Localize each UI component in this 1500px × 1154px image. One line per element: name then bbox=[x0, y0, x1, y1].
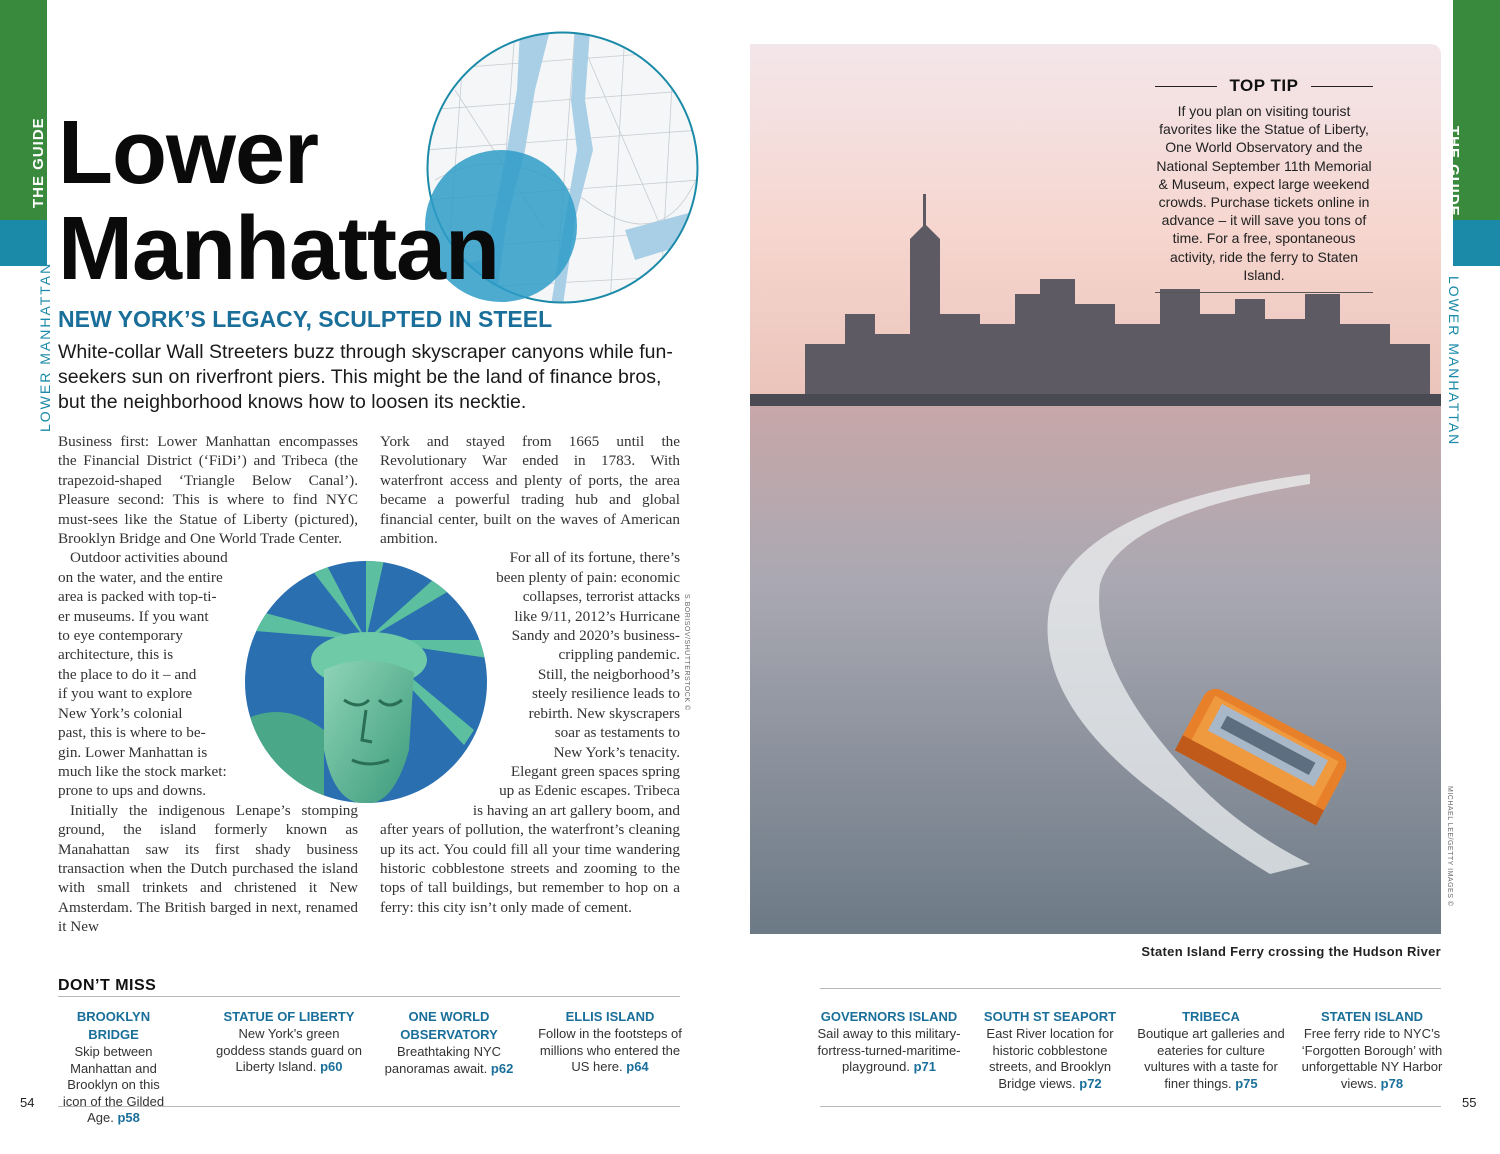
body-line: Still, the neigborhood’s bbox=[537, 665, 680, 683]
body-line: the place to do it – and bbox=[58, 665, 197, 683]
dont-miss-heading: DON’T MISS bbox=[58, 977, 157, 994]
dont-miss-name: GOVERNORS ISLAND bbox=[820, 1009, 958, 1024]
dont-miss-desc-text: Free ferry ride to NYC’s ‘Forgotten Borough’ with unforgettable NY Harbor views. bbox=[1301, 1026, 1443, 1091]
page-number-right: 55 bbox=[1462, 1095, 1477, 1110]
dont-miss-desc-text: New York’s green goddess stands guard on Liberty Island. bbox=[216, 1026, 362, 1074]
body-line: much like the stock market: bbox=[58, 762, 227, 780]
body-paragraph: Business first: Lower Manhattan encompasses the Financial District (‘FiDi’) and Tribeca (the trapezoid-shaped ‘Triangle Below Canal’). Pleasure second: This is where to find NYC must-sees like the Statue of Liberty (pictured), Brooklyn Bridge and One World Trade Center. bbox=[58, 433, 358, 548]
page-reference-link[interactable]: p62 bbox=[490, 1060, 514, 1076]
body-paragraph: Initially the indigenous Lenape’s stomping ground, the island formerly known as Manahattan saw its first shady business transaction when the Dutch purchased the island with small trinkets and christened it New Amsterdam. The British barged in next, renamed it New bbox=[58, 801, 358, 936]
dont-miss-item[interactable] bbox=[55, 1008, 172, 1127]
page-reference-link[interactable]: p60 bbox=[320, 1059, 343, 1074]
body-line: architecture, this is bbox=[58, 646, 174, 664]
section-tab-right bbox=[1453, 220, 1500, 266]
dont-miss-name: BROOKLYN BRIDGE bbox=[76, 1009, 151, 1042]
dont-miss-desc-text: Boutique art galleries and eateries for culture vultures with a taste for finer things. bbox=[1137, 1026, 1285, 1091]
dont-miss-name: STATEN ISLAND bbox=[1320, 1009, 1424, 1024]
top-tip-box bbox=[1155, 76, 1373, 284]
guide-label-left: THE GUIDE bbox=[30, 117, 47, 208]
body-line: soar as testaments to bbox=[554, 724, 680, 742]
dont-miss-description bbox=[55, 1044, 172, 1127]
page-number-left: 54 bbox=[20, 1095, 35, 1110]
tip-rule-right bbox=[1311, 86, 1373, 87]
dont-miss-item[interactable] bbox=[1136, 1008, 1286, 1092]
dont-miss-name: STATUE OF LIBERTY bbox=[223, 1009, 355, 1024]
body-line: on the water, and the entire bbox=[58, 568, 223, 586]
body-line: For all of its fortune, there’s bbox=[509, 549, 680, 567]
body-line: been plenty of pain: economic bbox=[496, 568, 680, 586]
dont-miss-item[interactable] bbox=[815, 1008, 963, 1076]
photo-caption: Staten Island Ferry crossing the Hudson River bbox=[1141, 944, 1441, 959]
body-line: to eye contemporary bbox=[58, 627, 183, 645]
divider bbox=[58, 996, 680, 997]
page-subtitle: NEW YORK’S LEGACY, SCULPTED IN STEEL bbox=[58, 306, 553, 332]
dont-miss-name: TRIBECA bbox=[1182, 1009, 1240, 1024]
body-line: collapses, terrorist attacks bbox=[522, 588, 680, 606]
page-reference-link[interactable]: p58 bbox=[117, 1110, 140, 1125]
body-line: past, this is where to be- bbox=[58, 724, 206, 742]
section-label-right: LOWER MANHATTAN bbox=[1446, 276, 1462, 447]
body-line: Elegant green spaces spring bbox=[510, 762, 680, 780]
dont-miss-desc-text: Breathtaking NYC panoramas await. bbox=[384, 1044, 502, 1076]
guide-label-right: THE GUIDE bbox=[1445, 126, 1462, 217]
tip-rule-left bbox=[1155, 86, 1217, 87]
dont-miss-desc-text: Skip between Manhattan and Brooklyn on this icon of the Gilded Age. bbox=[62, 1044, 165, 1125]
dont-miss-description bbox=[535, 1026, 685, 1076]
page-reference-link[interactable]: p78 bbox=[1380, 1075, 1404, 1091]
dont-miss-description bbox=[975, 1026, 1125, 1092]
image-credit: S.BORISOV/SHUTTERSTOCK © bbox=[683, 594, 690, 711]
body-line: crippling pandemic. bbox=[558, 646, 680, 664]
page-reference-link[interactable]: p64 bbox=[626, 1059, 649, 1074]
dont-miss-item[interactable] bbox=[975, 1008, 1125, 1092]
body-line: up as Edenic escapes. Tribeca bbox=[499, 782, 680, 800]
dont-miss-description bbox=[815, 1026, 963, 1076]
dont-miss-item[interactable] bbox=[1297, 1008, 1447, 1092]
dont-miss-description bbox=[374, 1044, 524, 1077]
body-line: gin. Lower Manhattan is bbox=[58, 743, 208, 761]
dont-miss-desc-text: Sail away to this military-fortress-turned-maritime-playground. bbox=[817, 1026, 961, 1074]
page-title bbox=[58, 105, 499, 297]
page-reference-link[interactable]: p71 bbox=[913, 1059, 936, 1074]
body-line: steely resilience leads to bbox=[531, 685, 680, 703]
dont-miss-description bbox=[1136, 1026, 1286, 1092]
body-line: er museums. If you want bbox=[58, 607, 209, 625]
body-line: if you want to explore bbox=[58, 685, 193, 703]
top-tip-text: If you plan on visiting tourist favorites like the Statue of Liberty, One World Observatory and the National September 11th Memorial & Museum, expect large weekend crowds. Purchase tickets online in advance – it will save you tons of time. For a free, spontaneous activity, ride the ferry to Staten Island. bbox=[1156, 103, 1372, 283]
dont-miss-description bbox=[1297, 1026, 1447, 1092]
page-reference-link[interactable]: p75 bbox=[1235, 1075, 1258, 1091]
body-line: is having an art gallery boom, and bbox=[472, 801, 680, 819]
dont-miss-description bbox=[214, 1026, 364, 1076]
body-line: like 9/11, 2012’s Hurricane bbox=[514, 607, 680, 625]
body-line: prone to ups and downs. bbox=[58, 782, 207, 800]
divider bbox=[820, 1106, 1441, 1107]
body-line: New York’s tenacity. bbox=[553, 743, 680, 761]
title-line-1: Lower bbox=[58, 103, 319, 203]
dont-miss-name: ELLIS ISLAND bbox=[565, 1009, 655, 1024]
body-line: Sandy and 2020’s business- bbox=[511, 627, 680, 645]
dont-miss-desc-text: East River location for historic cobblestone streets, and Brooklyn Bridge views. bbox=[986, 1026, 1114, 1091]
statue-of-liberty-image bbox=[244, 560, 488, 804]
dont-miss-name: SOUTH ST SEAPORT bbox=[983, 1009, 1117, 1024]
dont-miss-item[interactable] bbox=[535, 1008, 685, 1076]
dont-miss-item[interactable] bbox=[374, 1008, 524, 1077]
photo-credit: MICHAEL LEE/GETTY IMAGES © bbox=[1446, 786, 1453, 907]
body-line: rebirth. New skyscrapers bbox=[528, 704, 680, 722]
intro-paragraph: White-collar Wall Streeters buzz through skyscraper canyons while fun-seekers sun on riverfront piers. This might be the land of finance bros, but the neighborhood knows how to loosen its necktie. bbox=[58, 341, 673, 413]
section-label-left: LOWER MANHATTAN bbox=[37, 261, 53, 432]
body-paragraph: after years of pollution, the waterfront’s cleaning up its act. You could fill all your time wandering historic cobblestone streets and zooming to the tops of tall buildings, but remember to hop on a ferry: this city isn’t only made of cement. bbox=[380, 821, 680, 916]
divider bbox=[820, 988, 1441, 989]
section-tab-left bbox=[0, 220, 47, 266]
top-tip-heading: TOP TIP bbox=[1229, 76, 1299, 95]
dont-miss-item[interactable] bbox=[214, 1008, 364, 1076]
body-line: area is packed with top-ti- bbox=[58, 588, 217, 606]
body-paragraph: York and stayed from 1665 until the Revolutionary War ended in 1783. With waterfront access and plenty of ports, the area became a powerful trading hub and global financial center, built on the waves of American ambition. bbox=[380, 433, 680, 548]
page-reference-link[interactable]: p72 bbox=[1079, 1075, 1102, 1091]
body-line: Outdoor activities abound bbox=[70, 549, 228, 567]
title-line-2: Manhattan bbox=[58, 199, 499, 299]
dont-miss-desc-text: Follow in the footsteps of millions who entered the US here. bbox=[538, 1026, 682, 1074]
tip-bottom-rule bbox=[1155, 292, 1373, 293]
body-line: New York’s colonial bbox=[58, 704, 183, 722]
dont-miss-name: ONE WORLD OBSERVATORY bbox=[400, 1009, 498, 1042]
